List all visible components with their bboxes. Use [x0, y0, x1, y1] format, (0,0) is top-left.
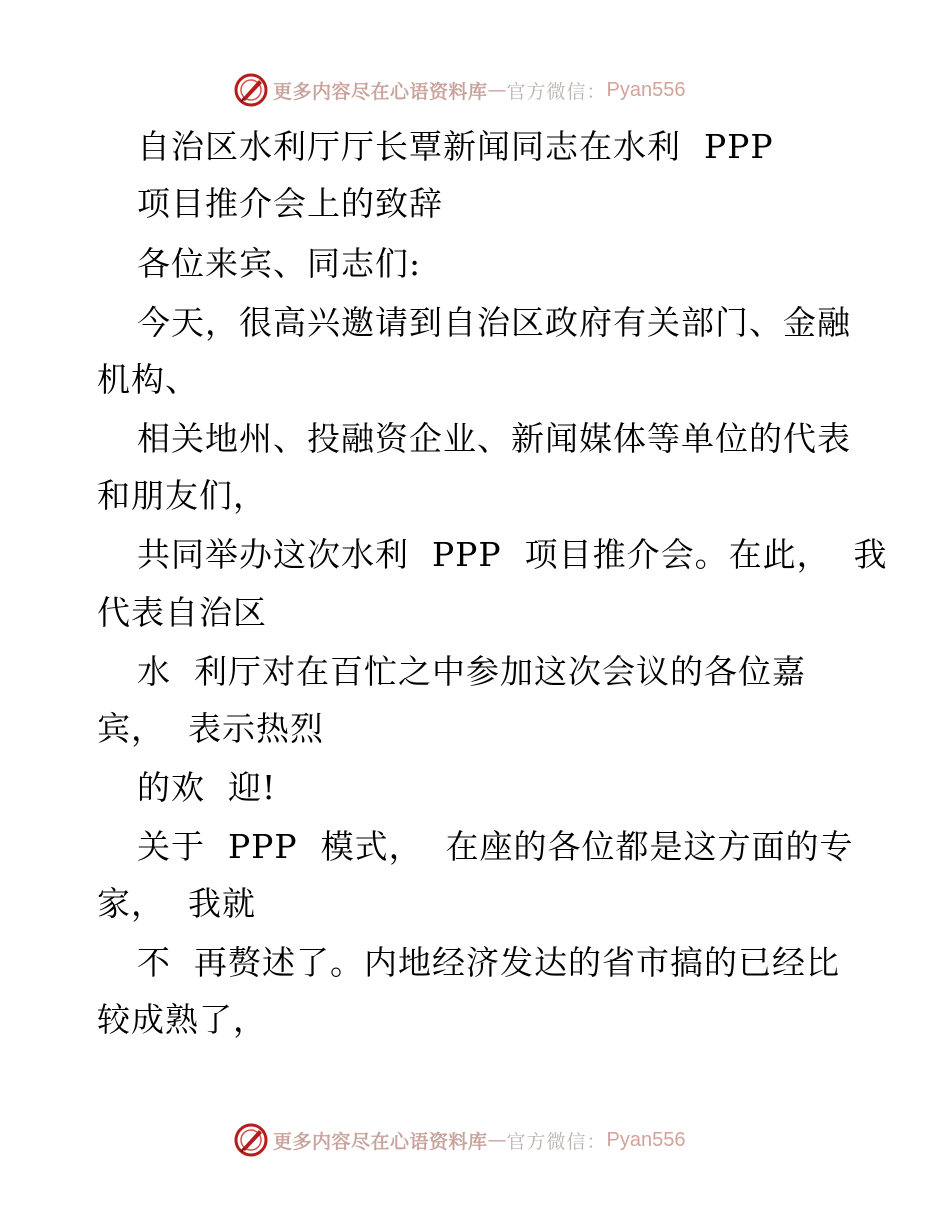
paragraph-line: 相关地州、投融资企业、新闻媒体等单位的代表: [137, 419, 851, 458]
paragraph-line: 宾， 表示热烈: [97, 709, 324, 748]
paragraph-line: 水 利厅对在百忙之中参加这次会议的各位嘉: [137, 652, 806, 691]
paragraph-line: 今天，很高兴邀请到自治区政府有关部门、金融: [137, 303, 851, 342]
banner-wechat-label: 官方微信：: [506, 1130, 607, 1153]
paragraph-line: 代表自治区: [97, 593, 267, 632]
paragraph-line: 关于 PPP 模式， 在座的各位都是这方面的专: [137, 827, 854, 866]
paragraph-line: 家， 我就: [97, 884, 256, 923]
paragraph-line: 较成熟了，: [97, 1000, 267, 1039]
banner-dash: —: [487, 79, 507, 101]
banner-dash: —: [487, 1129, 507, 1151]
salutation: 各位来宾、同志们:: [137, 244, 422, 283]
paragraph-line: 共同举办这次水利 PPP 项目推介会。在此， 我: [137, 535, 888, 574]
header-banner: [233, 71, 686, 109]
banner-main-text: 更多内容尽在心语资料库: [273, 80, 488, 103]
footer-banner: [233, 1121, 686, 1159]
paragraph-line: 的欢 迎!: [137, 768, 277, 807]
title-line-2: 项目推介会上的致辞: [137, 184, 443, 223]
title-line-1: 自治区水利厅厅长覃新闻同志在水利 PPP: [137, 127, 774, 166]
quill-logo-icon: [233, 1122, 269, 1158]
paragraph-line: 机构、: [97, 360, 199, 399]
banner-wechat-id: Pyan556: [606, 1128, 686, 1151]
banner-wechat-label: 官方微信：: [506, 80, 607, 103]
paragraph-line: 不 再赘述了。内地经济发达的省市搞的已经比: [137, 943, 840, 982]
quill-logo-icon: [233, 72, 269, 108]
banner-main-text: 更多内容尽在心语资料库: [273, 1130, 488, 1153]
paragraph-line: 和朋友们，: [97, 476, 267, 515]
banner-wechat-id: Pyan556: [606, 78, 686, 101]
